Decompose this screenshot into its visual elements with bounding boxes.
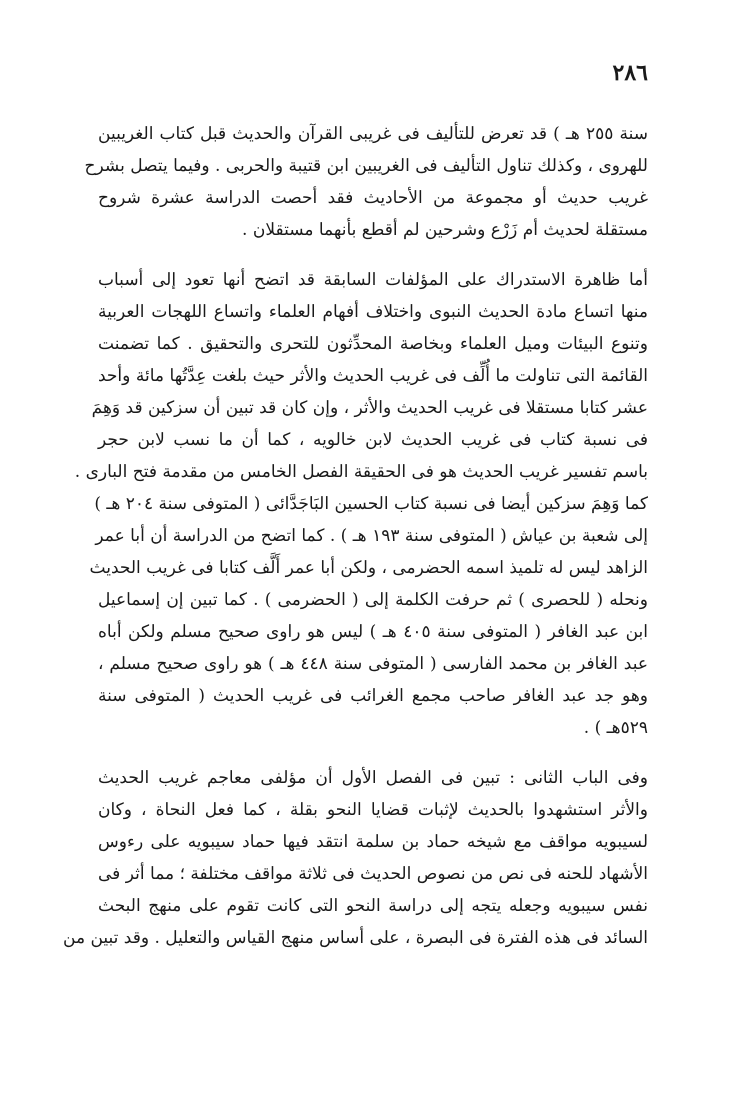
text-line: الأشهاد للحنه فى نص من نصوص الحديث فى ثلاثة مواقف مختلفة ؛ مما أثر فى <box>98 864 648 884</box>
text-line: ونحله ( للحصرى ) ثم حرفت الكلمة إلى ( الحضرمى ) . كما تبين إن إسماعيل <box>98 590 648 610</box>
text-line: عشر كتابا مستقلا فى غريب الحديث والأثر ، وإن كان قد تبين أن سزكين قد وَهِمَ <box>91 398 648 418</box>
text-line: ٥٢٩هـ ) . <box>583 718 648 738</box>
text-line: وهو جد عبد الغافر صاحب مجمع الغرائب فى غريب الحديث ( المتوفى سنة <box>98 686 648 706</box>
text-line: ابن عبد الغافر ( المتوفى سنة ٤٠٥ هـ ) ليس هو راوى صحيح مسلم ولكن أباه <box>98 622 648 642</box>
text-line: مستقلة لحديث أم زَرْع وشرحين لم أقطع بأنهما مستقلان . <box>242 220 648 240</box>
text-line: نفس سيبويه وجعله يتجه إلى دراسة النحو التى كانت تقوم على منهج البحث <box>98 896 648 916</box>
text-line: السائد فى هذه الفترة فى البصرة ، على أساس منهج القياس والتعليل . وقد تبين من <box>63 928 648 948</box>
text-line: للهروى ، وكذلك تناول التأليف فى الغريبين ابن قتيبة والحربى . وفيما يتصل بشرح <box>84 156 648 176</box>
text-line: أما ظاهرة الاستدراك على المؤلفات السابقة قد اتضح أنها تعود إلى أسباب <box>98 270 648 290</box>
text-line: كما وَهِمَ سزكين أيضا فى نسبة كتاب الحسين البَاجَدَّائى ( المتوفى سنة ٢٠٤ هـ ) <box>94 494 648 514</box>
page-number: ٢٨٦ <box>612 60 648 86</box>
text-line: وتنوع البيئات وميل العلماء وبخاصة المحدِّثون للتحرى والتحقيق . كما تضمنت <box>98 334 648 354</box>
text-line: غريب حديث أو مجموعة من الأحاديث فقد أحصت الدراسة عشرة شروح <box>98 188 648 208</box>
text-line: الزاهد ليس له تلميذ اسمه الحضرمى ، ولكن أبا عمر أَلَّف كتابا فى غريب الحديث <box>89 558 648 578</box>
paragraph-3 <box>63 762 648 954</box>
body-text <box>63 118 648 972</box>
paragraph-1 <box>84 118 648 246</box>
text-line: إلى شعبة بن عياش ( المتوفى سنة ١٩٣ هـ ) . كما اتضح من الدراسة أن أبا عمر <box>95 526 648 546</box>
text-line: وفى الباب الثانى : تبين فى الفصل الأول أن مؤلفى معاجم غريب الحديث <box>98 768 648 788</box>
text-line: سنة ٢٥٥ هـ ) قد تعرض للتأليف فى غريبى القرآن والحديث قبل كتاب الغريبين <box>98 124 648 144</box>
text-line: لسيبويه مواقف مع شيخه حماد بن سلمة انتقد فيها حماد سيبويه على رءوس <box>98 832 648 852</box>
text-line: منها اتساع مادة الحديث النبوى واختلاف أفهام العلماء واتساع اللهجات العربية <box>98 302 648 322</box>
text-line: القائمة التى تناولت ما أُلِّف فى غريب الحديث والأثر حيث بلغت عِدَّتُها مائة وأحد <box>98 366 648 386</box>
text-line: والأثر استشهدوا بالحديث لإثبات قضايا النحو بقلة ، كما فعل النحاة ، وكان <box>98 800 648 820</box>
text-line: فى نسبة كتاب فى غريب الحديث لابن خالويه ، كما أن ما نسب لابن حجر <box>98 430 648 450</box>
paragraph-2 <box>74 264 648 744</box>
text-line: عبد الغافر بن محمد الفارسى ( المتوفى سنة ٤٤٨ هـ ) هو راوى صحيح مسلم ، <box>98 654 648 674</box>
text-line: باسم تفسير غريب الحديث هو فى الحقيقة الفصل الخامس من مقدمة فتح البارى . <box>74 462 648 482</box>
